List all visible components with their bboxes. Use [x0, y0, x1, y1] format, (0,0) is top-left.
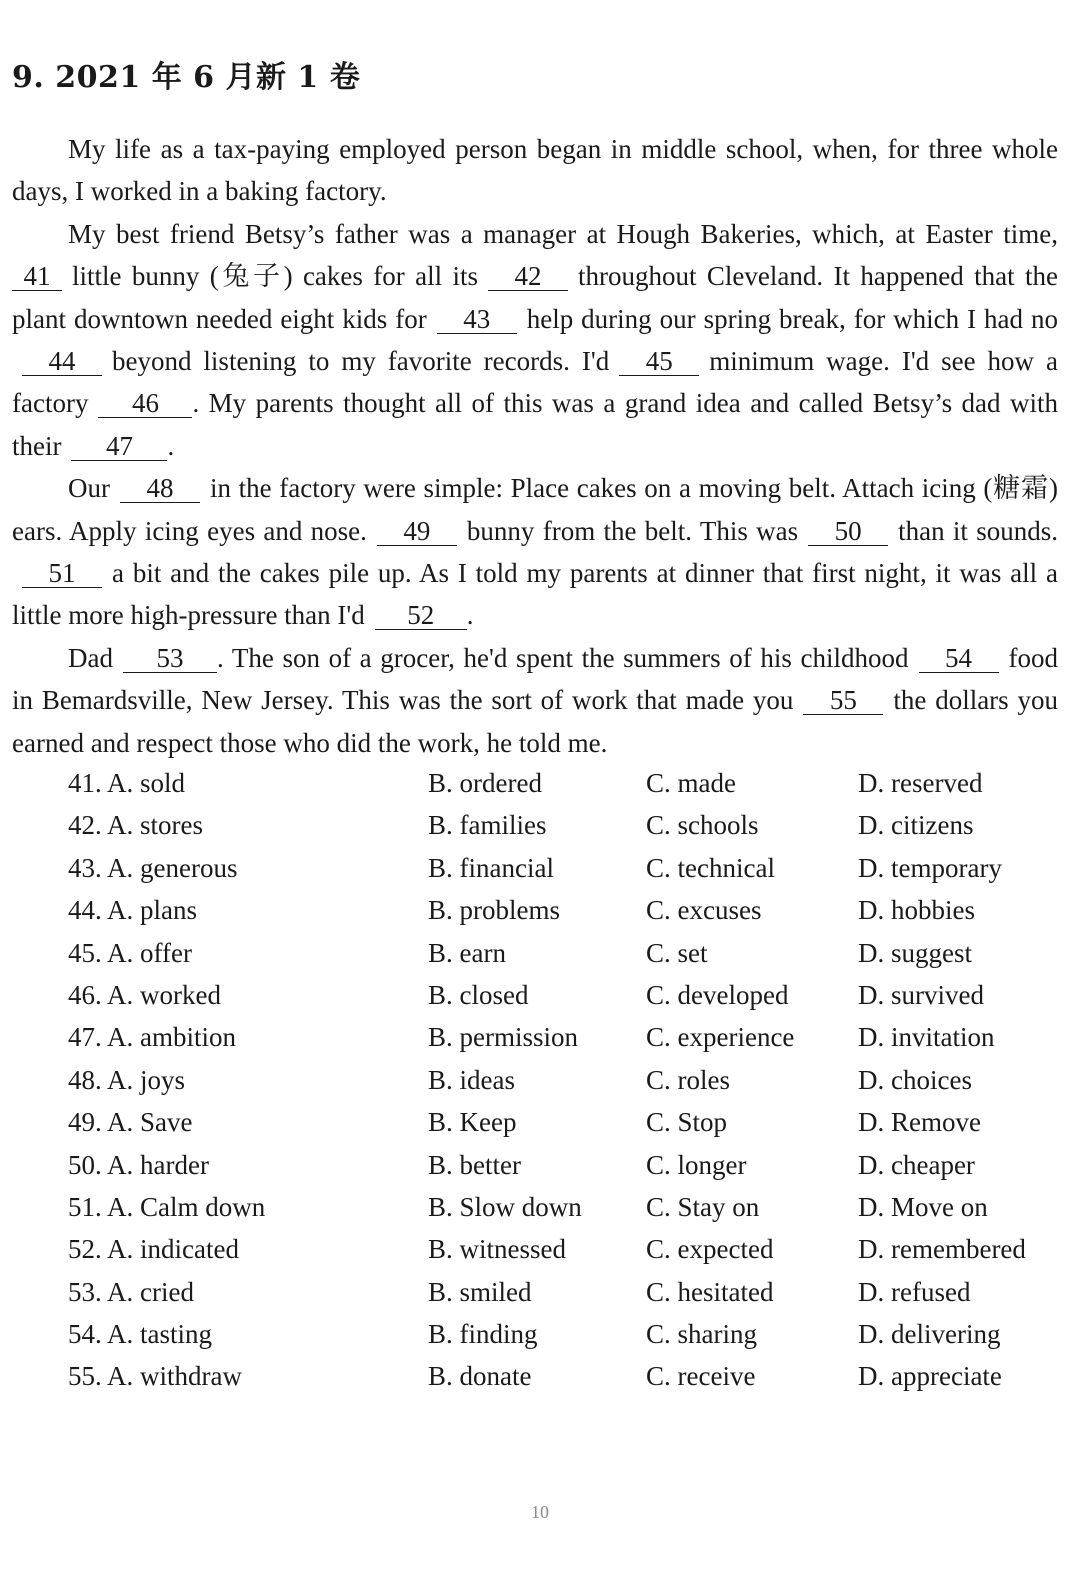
option-row: [0, 1101, 1080, 1143]
option-a: 45. A. offer: [68, 937, 192, 968]
option-b: B. better: [428, 1149, 521, 1180]
cloze-passage: [12, 128, 1058, 764]
option-row: [0, 1271, 1080, 1313]
option-d: D. Remove: [858, 1107, 981, 1138]
paragraph-4: [12, 637, 1058, 764]
text-segment: .: [466, 600, 474, 631]
text-segment: throughout Cleveland. It happened that the plant downtown needed eight kids for: [12, 261, 1058, 334]
option-row: [0, 1144, 1080, 1186]
text-segment: in the factory were simple: Place cakes on a moving belt. Attach icing (糖霜) ears. Apply icing eyes and nose.: [12, 473, 1058, 546]
text-segment: beyond listening to my favorite records. I'd: [112, 346, 610, 377]
option-row: [0, 932, 1080, 974]
blank-43: 43: [437, 305, 517, 334]
option-b: B. families: [428, 810, 547, 841]
option-b: B. smiled: [428, 1276, 532, 1307]
option-c: C. sharing: [646, 1319, 757, 1350]
text-segment: food in Bemardsville, New Jersey. This was the sort of work that made you: [12, 642, 1058, 716]
option-row: [0, 804, 1080, 846]
option-row: [0, 1059, 1080, 1101]
option-d: D. delivering: [858, 1319, 1001, 1350]
option-c: C. schools: [646, 810, 759, 841]
option-d: D. invitation: [858, 1022, 995, 1053]
option-d: D. suggest: [858, 937, 972, 968]
option-c: C. technical: [646, 852, 775, 883]
option-c: C. set: [646, 937, 708, 968]
option-row: [0, 1355, 1080, 1397]
option-b: B. Slow down: [428, 1191, 582, 1222]
option-d: D. appreciate: [858, 1361, 1002, 1392]
page-number: 10: [531, 1502, 549, 1522]
option-row: [0, 762, 1080, 804]
blank-47: 47: [71, 432, 167, 461]
option-c: C. developed: [646, 979, 789, 1010]
text-segment: My best friend Betsy’s father was a manager at Hough Bakeries, which, at Easter time,: [68, 218, 1058, 249]
blank-46: 46: [98, 389, 192, 418]
option-a: 42. A. stores: [68, 810, 203, 841]
option-b: B. ideas: [428, 1064, 515, 1095]
text-segment: . My parents thought all of this was a grand idea and called Betsy’s dad with their: [12, 388, 1058, 461]
blank-55: 55: [803, 686, 883, 715]
option-d: D. hobbies: [858, 895, 975, 926]
blank-52: 52: [375, 601, 467, 630]
option-row: [0, 1186, 1080, 1228]
option-d: D. Move on: [858, 1191, 988, 1222]
option-a: 52. A. indicated: [68, 1234, 239, 1265]
option-row: [0, 889, 1080, 931]
option-b: B. problems: [428, 895, 560, 926]
text-segment: than it sounds.: [898, 515, 1058, 546]
option-d: D. survived: [858, 979, 984, 1010]
option-c: C. expected: [646, 1234, 774, 1265]
blank-50: 50: [808, 517, 888, 546]
option-d: D. temporary: [858, 852, 1002, 883]
blank-49: 49: [377, 517, 457, 546]
option-b: B. witnessed: [428, 1234, 566, 1265]
option-row: [0, 1016, 1080, 1058]
option-a: 49. A. Save: [68, 1107, 193, 1138]
answer-options: [0, 762, 1080, 1398]
option-c: C. longer: [646, 1149, 747, 1180]
question-title: 9. 2021 年 6 月新 1 卷: [12, 60, 361, 95]
text-segment: a bit and the cakes pile up. As I told my parents at dinner that first night, it was all a little more high-pressure than I'd: [12, 558, 1058, 631]
text-segment: .: [167, 430, 175, 461]
option-d: D. citizens: [858, 810, 974, 841]
option-a: 53. A. cried: [68, 1276, 194, 1307]
option-b: B. donate: [428, 1361, 532, 1392]
option-a: 54. A. tasting: [68, 1319, 213, 1350]
option-c: C. Stay on: [646, 1191, 760, 1222]
option-a: 47. A. ambition: [68, 1022, 236, 1053]
option-row: [0, 847, 1080, 889]
option-b: B. permission: [428, 1022, 579, 1053]
blank-54: 54: [919, 644, 999, 673]
option-b: B. finding: [428, 1319, 538, 1350]
option-a: 55. A. withdraw: [68, 1361, 242, 1392]
blank-42: 42: [488, 262, 568, 291]
paragraph-1: My life as a tax-paying employed person began in middle school, when, for three whole days, I worked in a baking factory.: [12, 134, 1058, 207]
blank-53: 53: [123, 644, 217, 673]
option-d: D. remembered: [858, 1234, 1026, 1265]
option-a: 43. A. generous: [68, 852, 238, 883]
option-b: B. earn: [428, 937, 506, 968]
option-b: B. financial: [428, 852, 554, 883]
option-c: C. Stop: [646, 1107, 728, 1138]
text-segment: Our: [68, 473, 110, 504]
option-c: C. excuses: [646, 895, 762, 926]
paragraph-3: [12, 467, 1058, 637]
option-a: 51. A. Calm down: [68, 1191, 266, 1222]
option-c: C. hesitated: [646, 1276, 774, 1307]
option-a: 41. A. sold: [68, 768, 186, 798]
text-segment: Dad: [68, 642, 113, 673]
option-d: D. choices: [858, 1064, 972, 1095]
option-row: [0, 1313, 1080, 1355]
option-c: C. made: [646, 768, 736, 798]
option-c: C. roles: [646, 1064, 730, 1095]
option-b: B. Keep: [428, 1107, 517, 1138]
paragraph-2: [12, 213, 1058, 467]
text-segment: the dollars you earned and respect those who did the work, he told me.: [12, 685, 1058, 758]
text-segment: minimum wage. I'd see how a factory: [12, 346, 1058, 419]
option-d: D. reserved: [858, 768, 983, 798]
option-c: C. experience: [646, 1022, 795, 1053]
option-b: B. ordered: [428, 768, 542, 798]
option-a: 48. A. joys: [68, 1064, 186, 1095]
blank-51: 51: [22, 559, 102, 588]
blank-48: 48: [120, 474, 200, 503]
blank-44: 44: [22, 347, 102, 376]
option-row: [0, 974, 1080, 1016]
option-a: 44. A. plans: [68, 895, 198, 926]
text-segment: help during our spring break, for which I had no: [526, 303, 1059, 334]
text-segment: little bunny (兔子) cakes for all its: [72, 261, 479, 292]
blank-41: 41: [12, 262, 62, 291]
text-segment: . The son of a grocer, he'd spent the summers of his childhood: [216, 642, 909, 673]
option-row: [0, 1228, 1080, 1270]
option-a: 50. A. harder: [68, 1149, 209, 1180]
option-d: D. refused: [858, 1276, 971, 1307]
blank-45: 45: [619, 347, 699, 376]
option-d: D. cheaper: [858, 1149, 975, 1180]
option-b: B. closed: [428, 979, 529, 1010]
option-a: 46. A. worked: [68, 979, 221, 1010]
text-segment: bunny from the belt. This was: [466, 515, 799, 546]
option-c: C. receive: [646, 1361, 756, 1392]
